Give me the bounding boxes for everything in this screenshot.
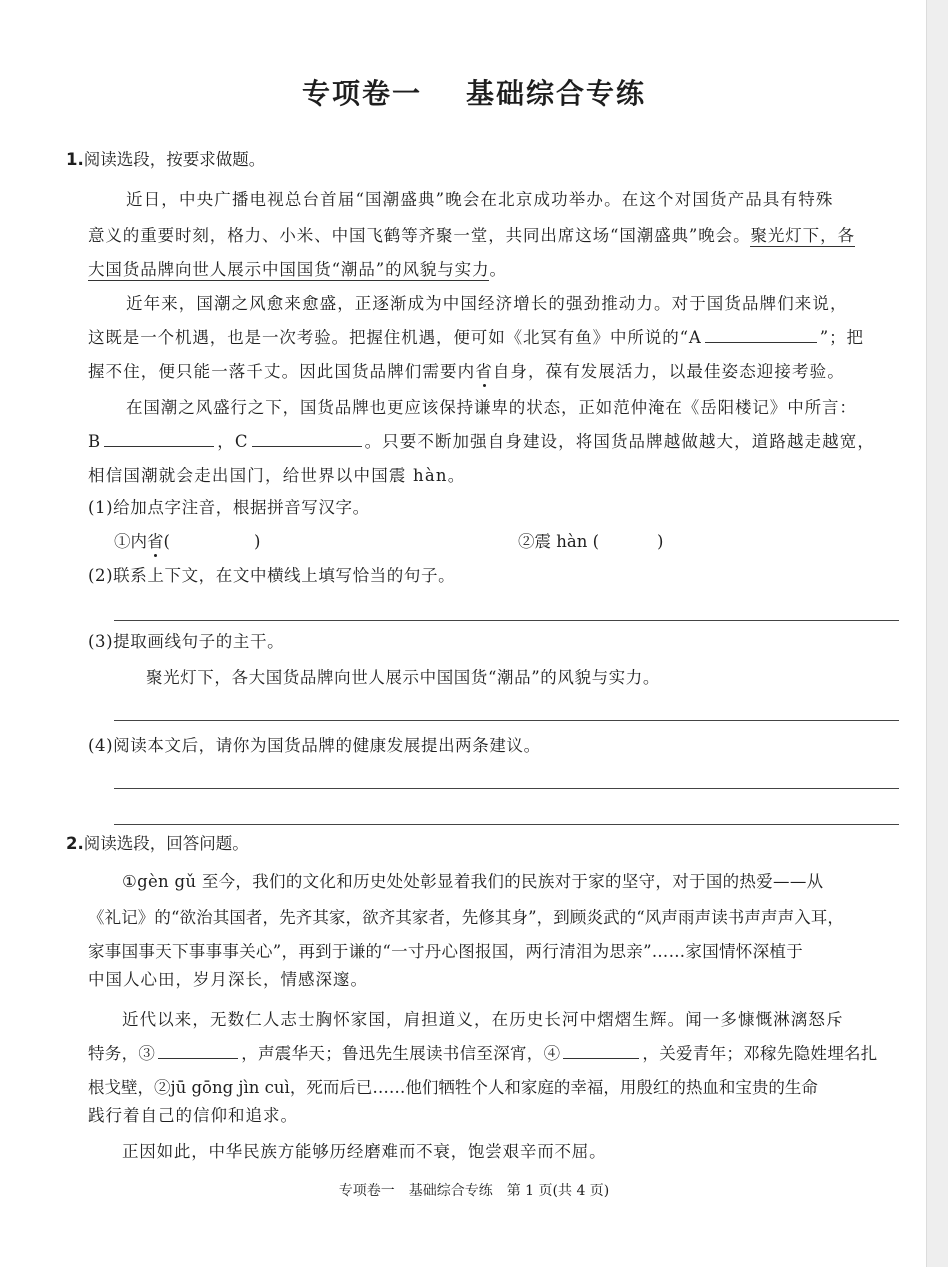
q1-underlined-sentence: 大国货品牌向世人展示中国国货“潮品”的风貌与实力: [88, 260, 490, 279]
title-part2: 基础综合专练: [466, 77, 647, 110]
blank-3[interactable]: [158, 1044, 238, 1059]
q1-p3-line3: 相信国潮就会走出国门，给世界以中国震 hàn。: [88, 466, 466, 485]
q1-p2-line1: 近年来，国潮之风愈来愈盛，正逐渐成为中国经济增长的强劲推动力。对于国货品牌们来说，: [126, 294, 848, 313]
q1-p2-line2: 这既是一个机遇，也是一次考验。把握住机遇，便可如《北冥有鱼》中所说的“A ”；把: [88, 328, 864, 347]
page-title: [0, 72, 948, 112]
q2-p1-line1: ①gèn gǔ 至今，我们的文化和历史处处彰显着我们的民族对于家的坚守，对于国的热爱——从: [122, 872, 824, 891]
q1-sub1: (1)给加点字注音，根据拼音写汉字。: [88, 498, 370, 517]
page-footer: 专项卷一 基础综合专练 第 1 页(共 4 页): [338, 1183, 610, 1199]
q1-sub3: (3)提取画线句子的主干。: [88, 632, 285, 651]
answer-line[interactable]: [114, 824, 899, 825]
q1-sub1-item-b: ②震 hàn ( ): [518, 532, 664, 551]
q2-p2-line2: 特务，③ ，声震华天；鲁迅先生展读书信至深宵，④ ，关爱青年；邓稼先隐姓埋名扎: [88, 1044, 878, 1063]
answer-line[interactable]: [114, 788, 899, 789]
dotted-char-xing-2: 省: [147, 532, 164, 551]
q1-p2-line3: 握不住，便只能一落千丈。因此国货品牌们需要内省自身，葆有发展活力，以最佳姿态迎接考验。: [88, 362, 845, 381]
q2-p2-line1: 近代以来，无数仁人志士胸怀家国，肩担道义，在历史长河中熠熠生辉。闻一多慷慨淋漓怒斥: [122, 1010, 844, 1029]
q1-p1-line2: [88, 224, 855, 248]
title-part1: 专项卷一: [301, 77, 422, 110]
q2-number: 2.: [66, 834, 84, 853]
q1-p3-line1: 在国潮之风盛行之下，国货品牌也更应该保持谦卑的状态，正如范仲淹在《岳阳楼记》中所言：: [126, 398, 857, 417]
q1-sub1-item-a: ①内省( ): [114, 532, 261, 551]
q2-heading: [66, 832, 249, 856]
q1-p1-line1: 近日，中央广播电视总台首届“国潮盛典”晚会在北京成功举办。在这个对国货产品具有特殊: [126, 190, 834, 209]
blank-B[interactable]: [104, 432, 214, 447]
q1-p3-line2: B ，C 。只要不断加强自身建设，将国货品牌越做越大，道路越走越宽，: [88, 432, 875, 451]
q2-p2-line4: 践行着自己的信仰和追求。: [88, 1106, 298, 1125]
q1-sub4: (4)阅读本文后，请你为国货品牌的健康发展提出两条建议。: [88, 736, 541, 755]
blank-4[interactable]: [563, 1044, 639, 1059]
q1-heading-text: 阅读选段，按要求做题。: [83, 150, 266, 169]
page-edge-shadow: [926, 0, 948, 1267]
q2-p2-line3: 根戈壁，②jū gōng jìn cuì，死而后已……他们牺牲个人和家庭的幸福，用殷红的热血和宝贵的生命: [88, 1078, 818, 1097]
answer-line[interactable]: [114, 620, 899, 621]
answer-line[interactable]: [114, 720, 899, 721]
q1-sub2: (2)联系上下文，在文中横线上填写恰当的句子。: [88, 566, 456, 585]
q1-number: 1.: [66, 150, 84, 169]
q2-p3-line1: 正因如此，中华民族方能够历经磨难而不衰，饱尝艰辛而不屈。: [122, 1142, 607, 1161]
q2-p1-line3: 家事国事天下事事事关心”，再到于谦的“一寸丹心图报国，两行清泪为思亲”……家国情怀深植于: [88, 942, 804, 961]
dotted-char-xing: 省: [475, 362, 493, 381]
q2-p1-line4: 中国人心田，岁月深长，情感深邃。: [88, 970, 368, 989]
q2-p1-line2: 《礼记》的“欲治其国者，先齐其家，欲齐其家者，先修其身”，到顾炎武的“风声雨声读书声声声入耳，: [88, 908, 845, 927]
q1-sub3-sentence: 聚光灯下，各大国货品牌向世人展示中国国货“潮品”的风貌与实力。: [146, 668, 660, 687]
q1-p1-line2-text: 意义的重要时刻，格力、小米、中国飞鹤等齐聚一堂，共同出席这场“国潮盛典”晚会。: [88, 226, 751, 245]
blank-C[interactable]: [252, 432, 362, 447]
q1-p1-line3: 大国货品牌向世人展示中国国货“潮品”的风貌与实力。: [88, 260, 507, 279]
q2-heading-text: 阅读选段，回答问题。: [83, 834, 249, 853]
q1-underlined-start: 聚光灯下，各: [750, 226, 855, 245]
q1-heading: [66, 148, 265, 172]
blank-A[interactable]: [705, 328, 817, 343]
